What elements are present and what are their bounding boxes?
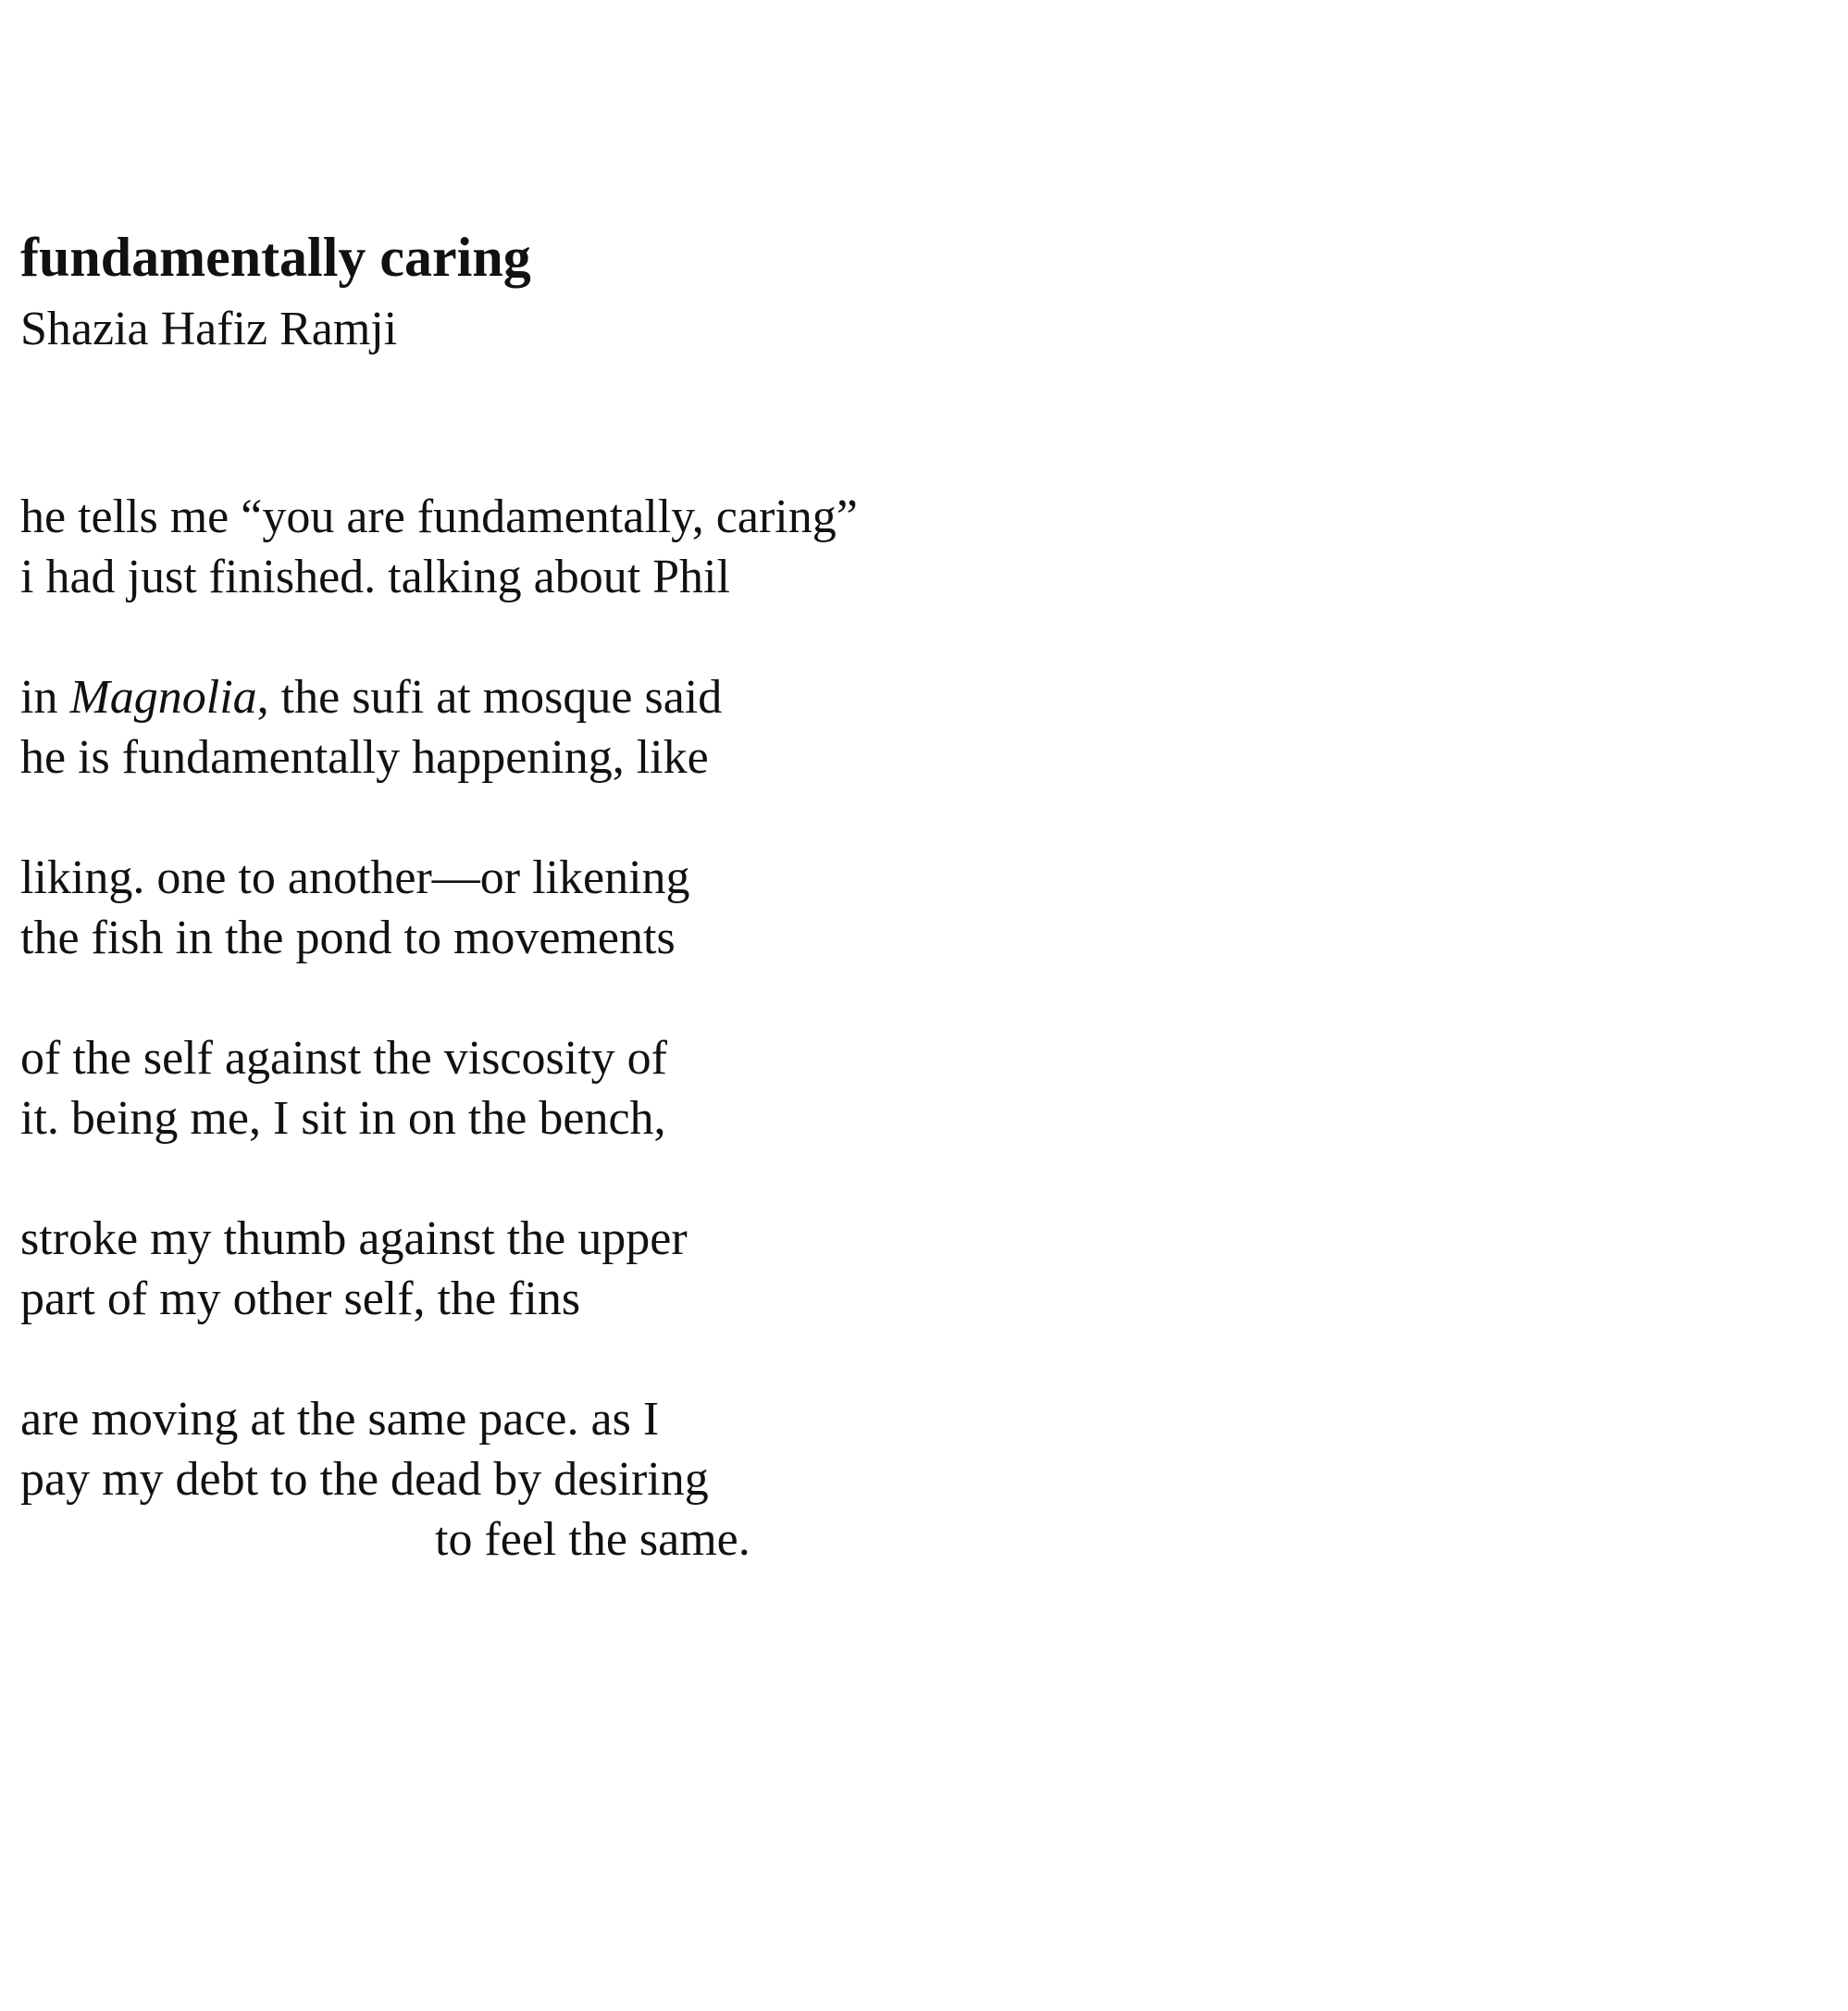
- poem-line: of the self against the viscosity of: [20, 1032, 667, 1085]
- poem-line: [20, 667, 1038, 727]
- stanza: [20, 487, 1038, 607]
- stanza: [20, 1209, 1038, 1329]
- poem-line: he tells me “you are fundamentally, caring”: [20, 490, 858, 543]
- poem-line: it. being me, I sit in on the bench,: [20, 1092, 666, 1145]
- poem-line: i had just finished. talking about Phil: [20, 551, 730, 603]
- poem-line-indented: to feel the same.: [435, 1513, 750, 1566]
- poem-line: he is fundamentally happening, like: [20, 731, 709, 784]
- poem-page: [20, 0, 1779, 2011]
- line-suffix: , the sufi at mosque said: [256, 671, 723, 724]
- stanza: [20, 1028, 1038, 1148]
- poem-title: fundamentally caring: [20, 227, 531, 288]
- line-prefix: in: [20, 671, 70, 724]
- stanza: [20, 667, 1038, 788]
- poem-line: liking. one to another—or likening: [20, 851, 690, 904]
- poem-body: [20, 487, 1038, 1630]
- stanza: [20, 848, 1038, 968]
- poem-line: stroke my thumb against the upper: [20, 1212, 688, 1265]
- film-title-italic: Magnolia: [69, 671, 257, 724]
- poem-line: are moving at the same pace. as I: [20, 1393, 660, 1446]
- poem-line: pay my debt to the dead by desiring: [20, 1453, 709, 1506]
- poem-line: the fish in the pond to movements: [20, 912, 676, 964]
- poem-line: part of my other self, the fins: [20, 1272, 581, 1325]
- poem-author: Shazia Hafiz Ramji: [20, 303, 398, 355]
- stanza: [20, 1389, 1038, 1570]
